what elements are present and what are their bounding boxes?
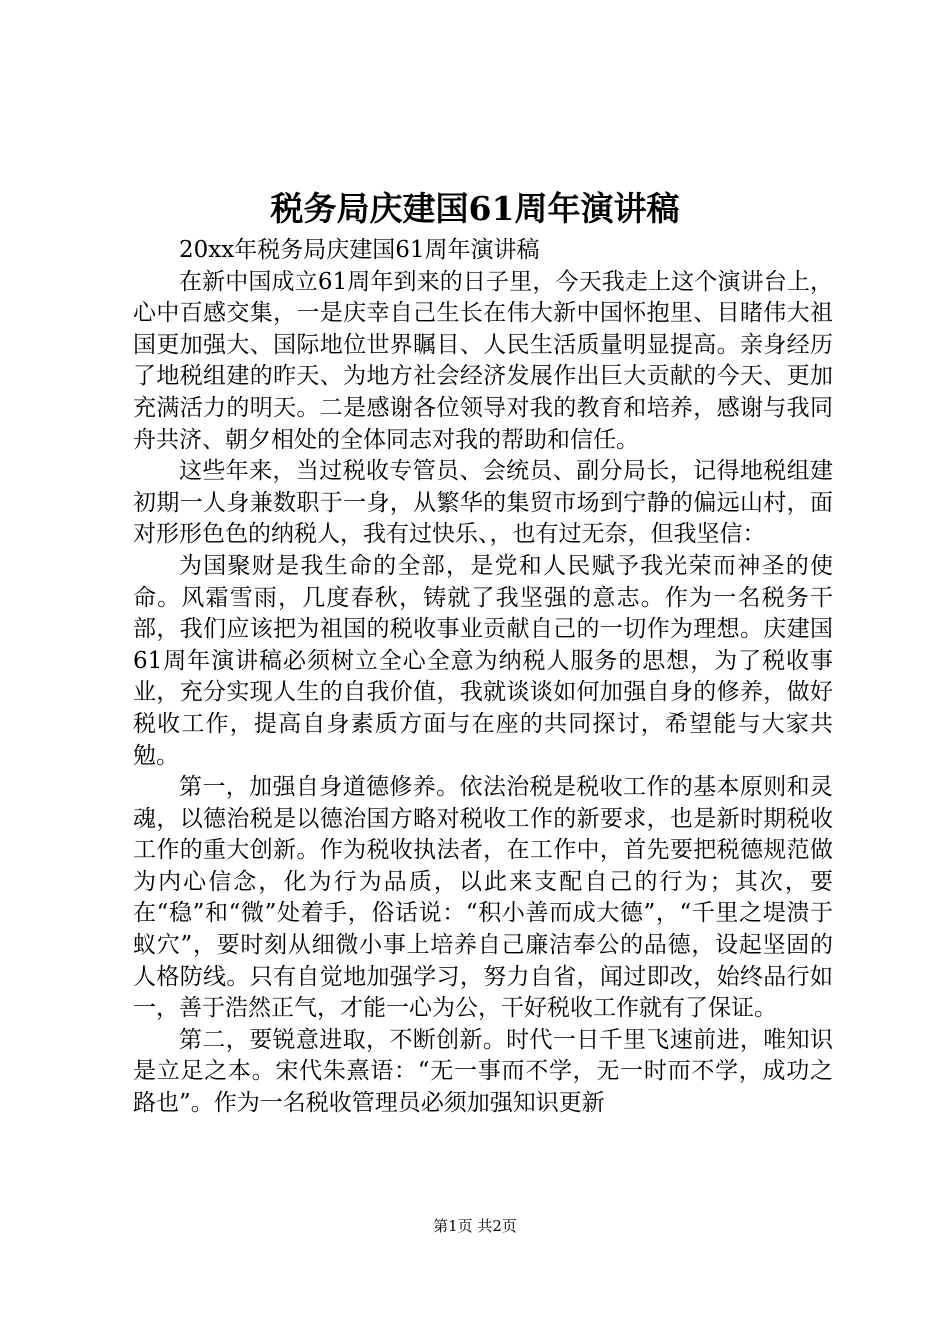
paragraph-experience: 这些年来，当过税收专管员、会统员、副分局长，记得地税组建初期一人身兼数职于一身，从繁华的集贸市场到宁静的偏远山村，面对形形色色的纳税人，我有过快乐、，也有过无奈，但我坚信：	[133, 458, 833, 548]
paragraph-mission: 为国聚财是我生命的全部，是党和人民赋予我光荣而神圣的使命。风霜雪雨，几度春秋，铸就了我坚强的意志。作为一名税务干部，我们应该把为祖国的税收事业贡献自己的一切作为理想。庆建国61周年演讲稿必须树立全心全意为纳税人服务的思想，为了税收事业，充分实现人生的自我价值，我就谈谈如何加强自身的修养，做好税收工作，提高自身素质方面与在座的共同探讨，希望能与大家共勉。	[133, 552, 833, 769]
page-footer: 第1页 共2页	[433, 1217, 517, 1235]
paragraph-intro: 在新中国成立61周年到来的日子里，今天我走上这个演讲台上，心中百感交集，一是庆幸自己生长在伟大新中国怀抱里、目睹伟大祖国更加强大、国际地位世界瞩目、人民生活质量明显提高。亲身经历了地税组建的昨天、为地方社会经济发展作出巨大贡献的今天、更加充满活力的明天。二是感谢各位领导对我的教育和培养，感谢与我同舟共济、朝夕相处的全体同志对我的帮助和信任。	[133, 268, 833, 453]
paragraph-subtitle: 20xx年税务局庆建国61周年演讲稿	[179, 237, 540, 263]
paragraph-point-one: 第一，加强自身道德修养。依法治税是税收工作的基本原则和灵魂，以德治税是以德治国方略对税收工作的新要求，也是新时期税收工作的重大创新。作为税收执法者，在工作中，首先要把税德规范做为内心信念，化为行为品质，以此来支配自己的行为；其次，要在“稳”和“微”处着手，俗话说：“积小善而成大德”，“千里之堤溃于蚁穴”，要时刻从细微小事上培养自己廉洁奉公的品德，设起坚固的人格防线。只有自觉地加强学习，努力自省，闻过即改，始终品行如一，善于浩然正气，才能一心为公，干好税收工作就有了保证。	[133, 774, 833, 1022]
document-body	[133, 235, 833, 1120]
document-title: 税务局庆建国61周年演讲稿	[270, 189, 680, 228]
paragraph-point-two: 第二，要锐意进取，不断创新。时代一日千里飞速前进，唯知识是立足之本。宋代朱熹语：“无一事而不学，无一时而不学，成功之路也”。作为一名税收管理员必须加强知识更新	[133, 1026, 833, 1117]
